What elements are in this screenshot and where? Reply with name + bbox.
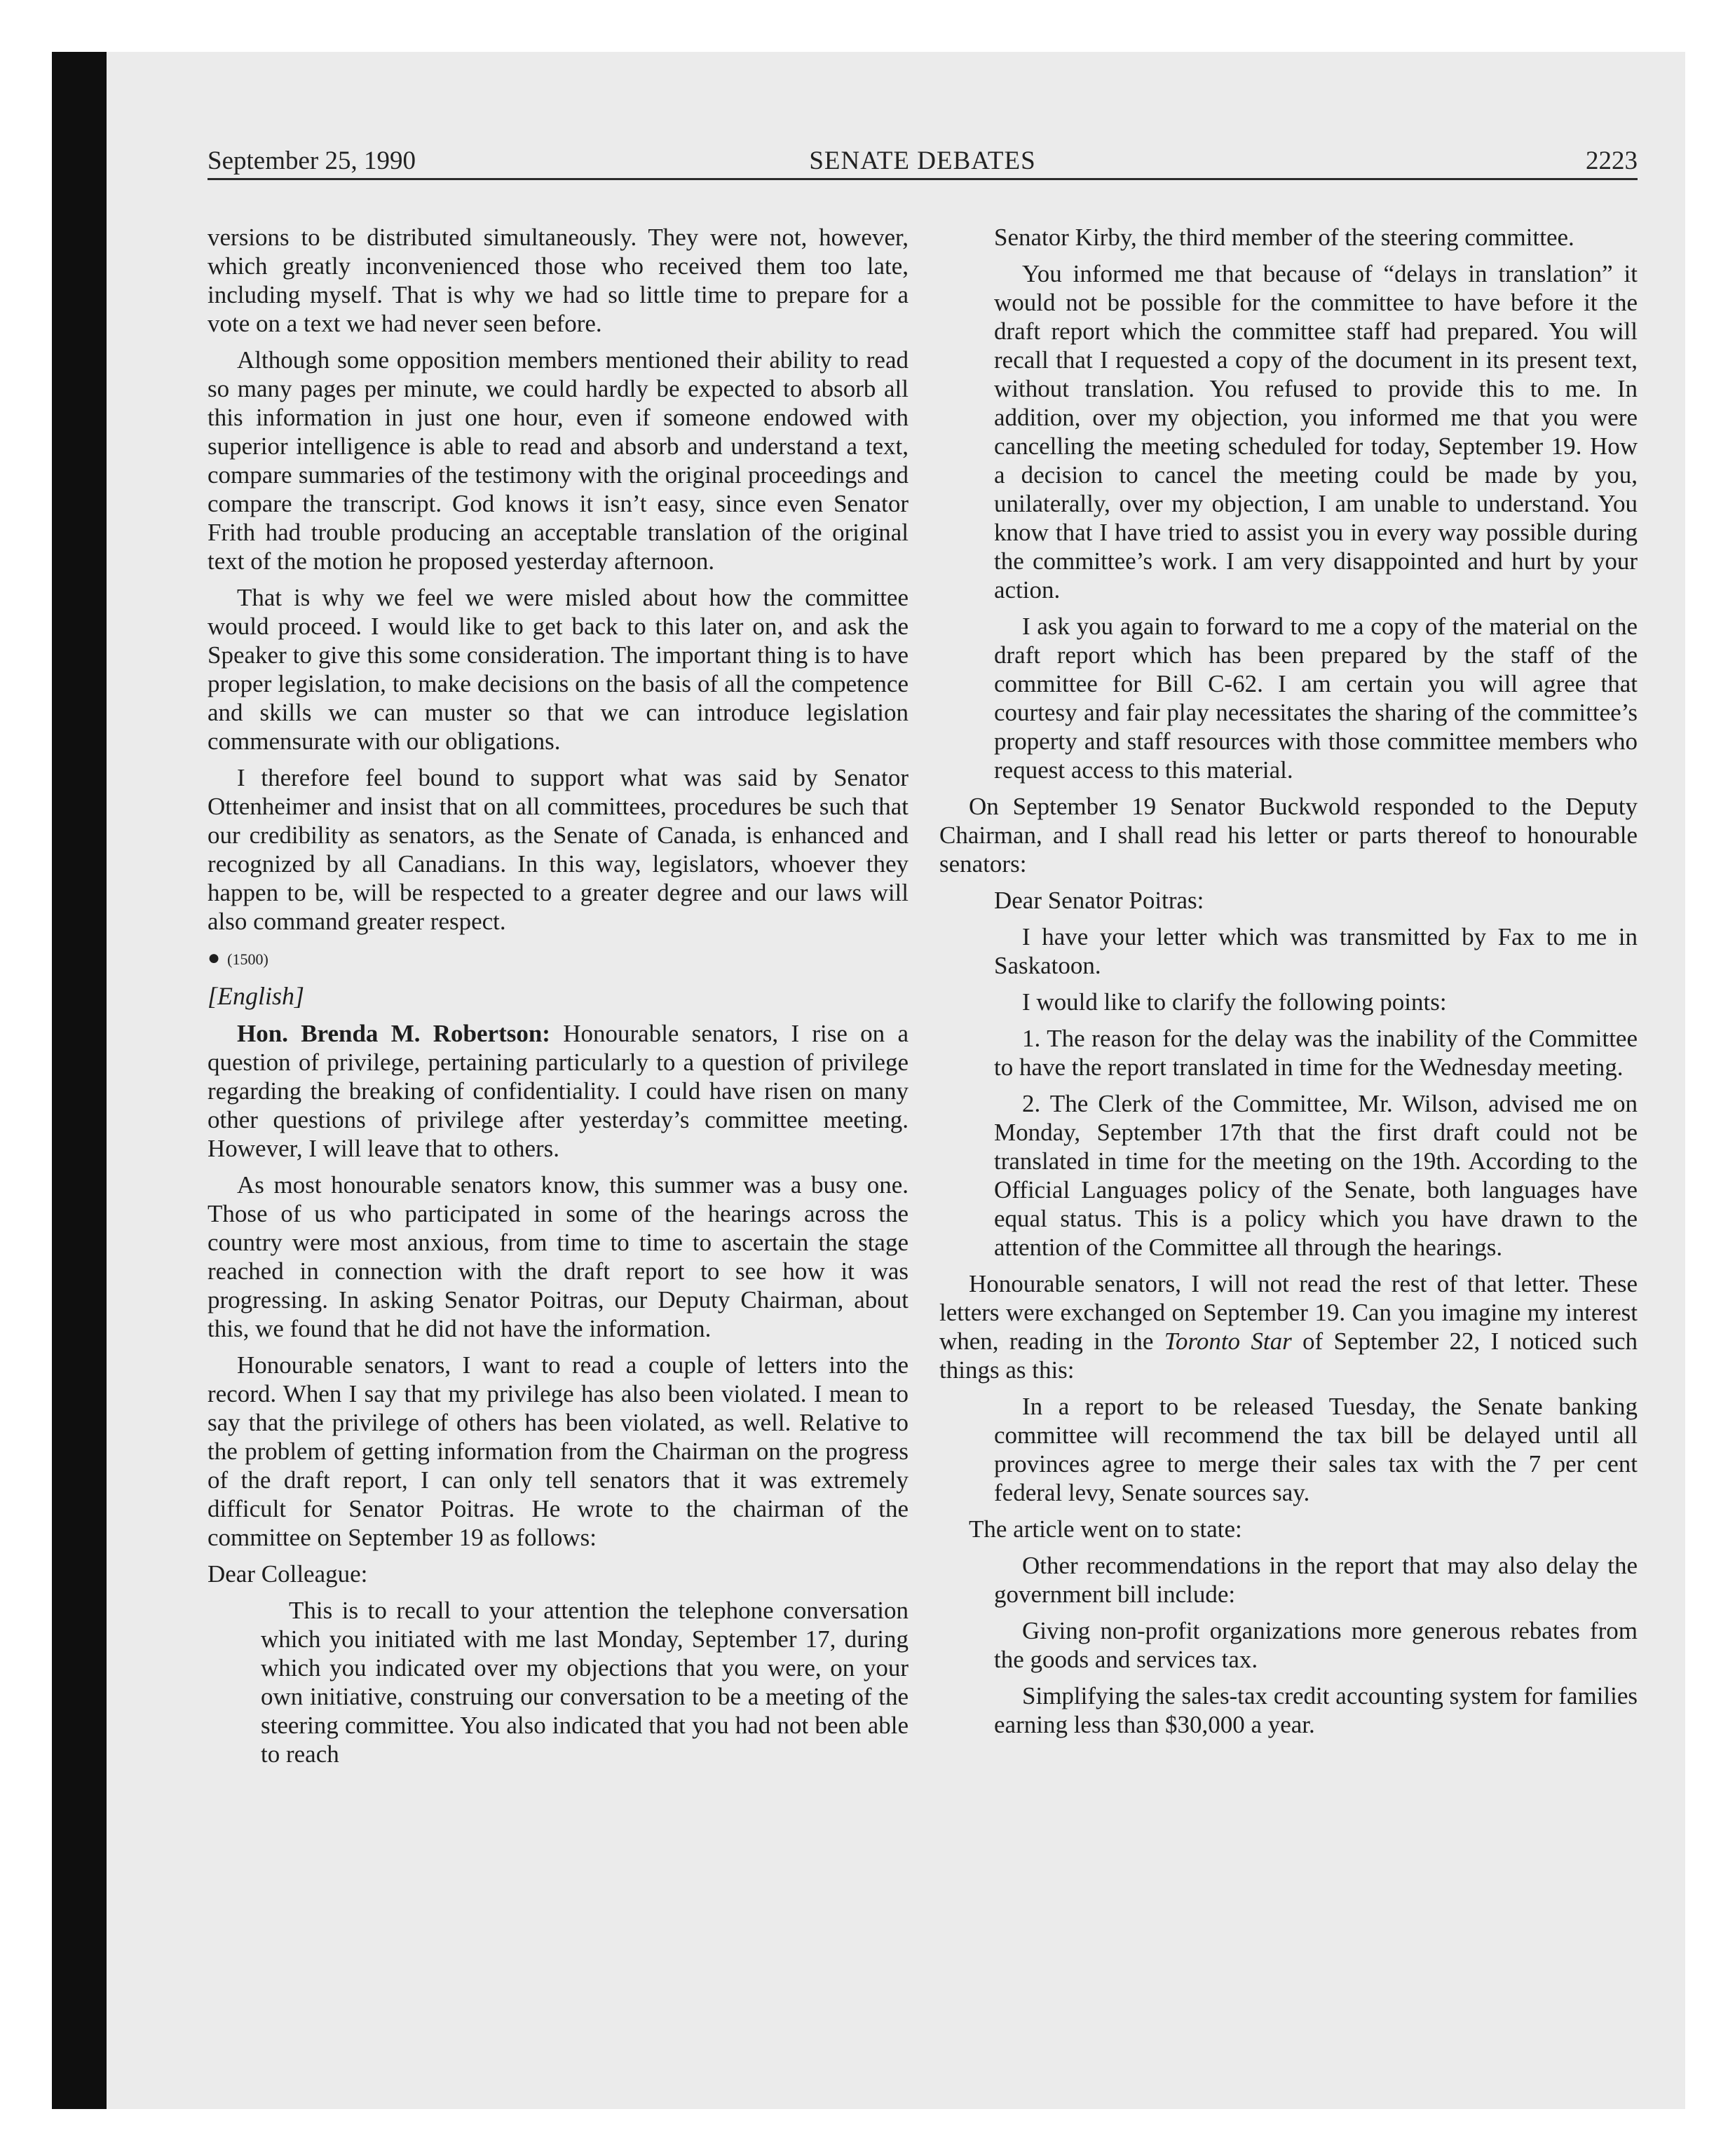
page-number: 2223 [1586,146,1638,175]
speech-paragraph [207,1019,909,1163]
left-column [207,223,909,1776]
quoted-article: Giving non-profit organizations more generous rebates from the goods and services tax. [994,1617,1638,1673]
speaker-name: Hon. Brenda M. Robertson: [237,1020,550,1047]
quoted-article: Other recommendations in the report that may also delay the government bill include: [994,1552,1638,1608]
newspaper-name: Toronto Star [1164,1328,1292,1355]
paragraph [939,1269,1638,1384]
paragraph: I therefore feel bound to support what was said by Senator Ottenheimer and insist that on all committees, procedures be such that our credibility as senators, as the Senate of Canada, is enhanced and recognized by all Canadians. In this way, legislators, whoever they happen to be, will be respected to a greater degree and our laws will also command greater respect. [207,764,909,935]
letter-paragraph: This is to recall to your attention the telephone conversation which you initiated with me last Monday, September 17, during which you indicated over my objections that you were, on your own initiative, construing our conversation to be a meeting of the steering committee. You also indicated that you had not been able to reach [261,1597,909,1768]
time-marker-label: (1500) [227,950,268,968]
time-marker [207,943,909,974]
letter-paragraph: You informed me that because of “delays in translation” it would not be possible for the committee to have before it the draft report which the committee staff had prepared. You will recall that I requested a copy of the document in its present text, without translation. You refused to provide this to me. In addition, over my objection, you informed me that you were cancelling the meeting scheduled for today, September 19. How a decision to cancel the meeting could be made by you, unilaterally, over my objection, I am unable to understand. You know that I have tried to assist you in every way possible during the committee’s work. I am very disappointed and hurt by your action. [994,260,1638,603]
paragraph: That is why we feel we were misled about how the committee would proceed. I would like to get back to this later on, and ask the Speaker to give this some consideration. The important thing is to have proper legislation, to make decisions on the basis of all the competence and skills we can muster so that we can introduce legislation commensurate with our obligations. [207,584,909,755]
paragraph: The article went on to state: [969,1515,1242,1543]
letter-paragraph: 2. The Clerk of the Committee, Mr. Wilson, advised me on Monday, September 17th that the first draft could not be translated in time for the meeting on the 19th. According to the Official Languages policy of the Senate, both languages have equal status. This is a policy which you have drawn to the attention of the Committee all through the hearings. [994,1090,1638,1261]
letter-paragraph: I would like to clarify the following points: [1022,988,1447,1016]
quoted-article: Simplifying the sales-tax credit accounting system for families earning less than $30,000 a year. [994,1682,1638,1738]
header-title: SENATE DEBATES [809,146,1036,175]
letter-paragraph: Senator Kirby, the third member of the steering committee. [994,224,1574,251]
paragraph: Although some opposition members mentioned their ability to read so many pages per minute, we could hardly be expected to absorb all this information in just one hour, even if someone endowed with superior intelligence is able to read and absorb and understand a text, compare summaries of the testimony with the original proceedings and compare the transcript. God knows it isn’t easy, since even Senator Frith had trouble producing an acceptable translation of the original text of the motion he proposed yesterday afternoon. [207,346,909,575]
language-marker: [English] [207,982,305,1010]
running-header [207,143,1638,179]
letter-paragraph: I have your letter which was transmitted by Fax to me in Saskatoon. [994,923,1638,979]
letter-salutation: Dear Senator Poitras: [994,887,1204,914]
header-date: September 25, 1990 [207,146,416,175]
binding-edge [52,52,107,2109]
paragraph: As most honourable senators know, this summer was a busy one. Those of us who participated in some of the hearings across the country were most anxious, from time to time to ascertain the stage reached in connection with the draft report to see how it was progressing. In asking Senator Poitras, our Deputy Chairman, about this, we found that he did not have the information. [207,1171,909,1342]
bullet-icon: ● [207,946,221,969]
paragraph-text: of September 22, I noticed such things as this: [939,1328,1638,1384]
paragraph: versions to be distributed simultaneously. They were not, however, which greatly inconvenienced those who received them too late, including myself. That is why we had so little time to prepare for a vote on a text we had never seen before. [207,224,909,337]
paragraph: Honourable senators, I want to read a couple of letters into the record. When I say that my privilege has also been violated. I mean to say that the privilege of others has been violated, as well. Relative to the problem of getting information from the Chairman on the progress of the draft report, I can only tell senators that it was extremely difficult for Senator Poitras. He wrote to the chairman of the committee on September 19 as follows: [207,1351,909,1551]
letter-salutation: Dear Colleague: [207,1560,368,1588]
quoted-article: In a report to be released Tuesday, the Senate banking committee will recommend the tax bill be delayed until all provinces agree to merge their sales tax with the 7 per cent federal levy, Senate sources say. [994,1393,1638,1506]
speech-text: Honourable senators, I rise on a question of privilege, pertaining particularly to a question of privilege regarding the breaking of confidentiality. I could have risen on many other questions of privilege after yesterday’s committee meeting. However, I will leave that to others. [207,1020,909,1162]
header-rule [207,178,1638,180]
letter-paragraph: I ask you again to forward to me a copy of the material on the draft report which has been prepared by the staff of the committee for Bill C-62. I am certain you will agree that courtesy and fair play necessitates the sharing of the committee’s property and staff resources with those committee members who request access to this material. [994,613,1638,784]
paragraph: On September 19 Senator Buckwold responded to the Deputy Chairman, and I shall read his letter or parts thereof to honourable senators: [939,793,1638,878]
paragraph-text: Honourable senators, I will not read the rest of that letter. These letters were exchanged on September 19. Can you imagine my interest when, reading in the [939,1270,1638,1355]
letter-paragraph: 1. The reason for the delay was the inability of the Committee to have the report translated in time for the Wednesday meeting. [994,1025,1638,1081]
right-column [939,223,1638,1747]
